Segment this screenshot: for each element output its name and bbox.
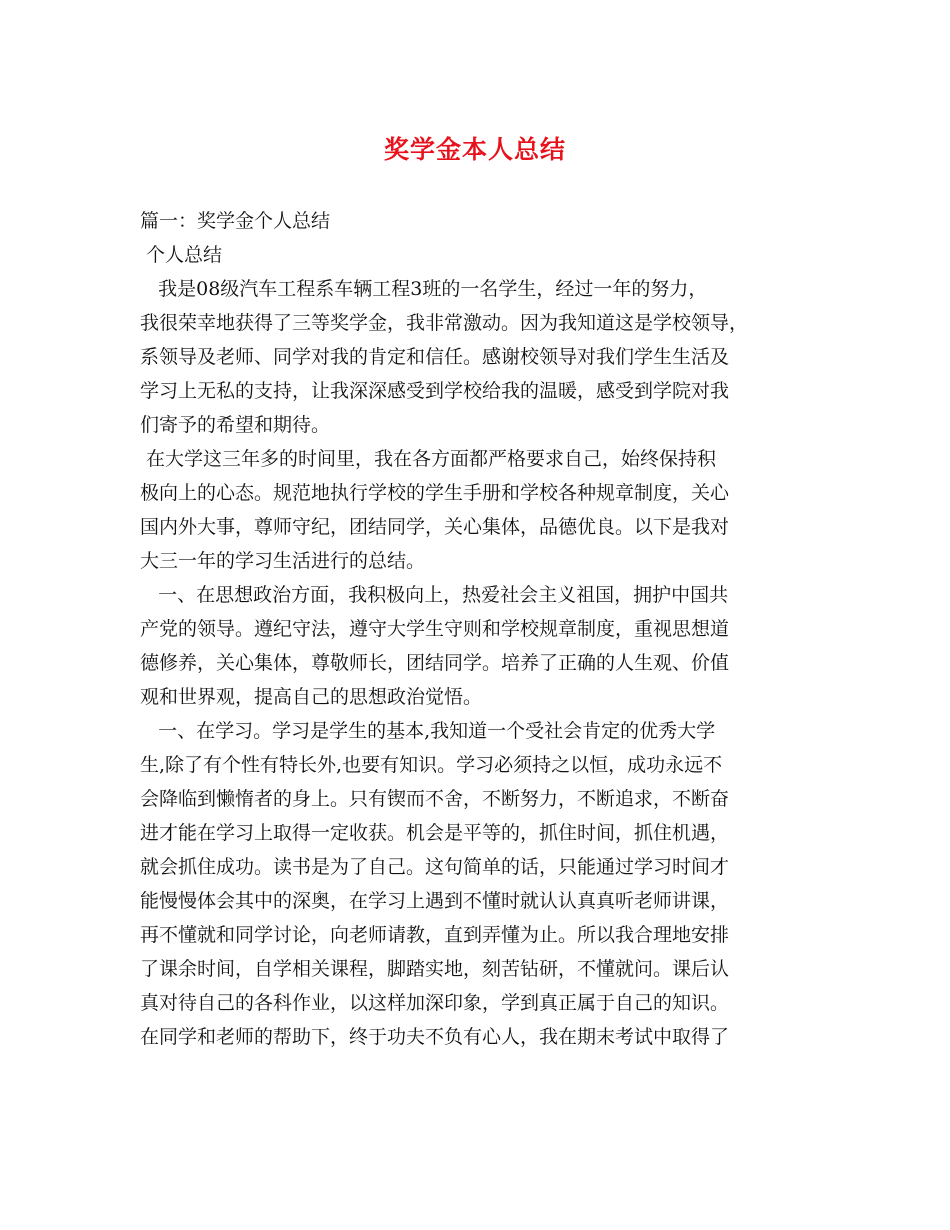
text-line: 真对待自己的各科作业，以这样加深印象，学到真正属于自己的知识。 xyxy=(140,992,730,1014)
text-line: 国内外大事，尊师守纪，团结同学，关心集体，品德优良。以下是我对 xyxy=(140,516,730,538)
text-line: 会降临到懒惰者的身上。只有锲而不舍，不断努力，不断追求，不断奋 xyxy=(140,788,730,810)
text-line: 个人总结 xyxy=(140,244,223,266)
text-line: 篇一：奖学金个人总结 xyxy=(140,210,331,232)
text-line: 了课余时间，自学相关课程，脚踏实地，刻苦钻研，不懂就问。课后认 xyxy=(140,958,730,980)
text-line: 极向上的心态。规范地执行学校的学生手册和学校各种规章制度，关心 xyxy=(140,482,730,504)
text-line: 再不懂就和同学讨论，向老师请教，直到弄懂为止。所以我合理地安排 xyxy=(140,924,730,946)
text-line: 一、在学习。学习是学生的基本,我知道一个受社会肯定的优秀大学 xyxy=(140,720,716,742)
text-line: 学习上无私的支持，让我深深感受到学校给我的温暖，感受到学院对我 xyxy=(140,380,730,402)
text-line: 一、在思想政治方面，我积极向上，热爱社会主义祖国，拥护中国共 xyxy=(140,584,729,606)
document-body xyxy=(140,204,830,1054)
text-line: 观和世界观，提高自己的思想政治觉悟。 xyxy=(140,686,483,708)
text-line: 生,除了有个性有特长外,也要有知识。学习必须持之以恒，成功永远不 xyxy=(140,754,723,776)
text-line: 进才能在学习上取得一定收获。机会是平等的，抓住时间，抓住机遇， xyxy=(140,822,730,844)
text-line: 我是08级汽车工程系车辆工程3班的一名学生，经过一年的努力， xyxy=(140,278,708,300)
text-line: 大三一年的学习生活进行的总结。 xyxy=(140,550,426,572)
text-line: 能慢慢体会其中的深奥，在学习上遇到不懂时就认认真真听老师讲课， xyxy=(140,890,730,912)
text-line: 产党的领导。遵纪守法，遵守大学生守则和学校规章制度，重视思想道 xyxy=(140,618,730,640)
text-line: 在大学这三年多的时间里，我在各方面都严格要求自己，始终保持积 xyxy=(140,448,717,470)
text-line: 们寄予的希望和期待。 xyxy=(140,414,331,436)
document-title: 奖学金本人总结 xyxy=(383,135,566,164)
text-line: 我很荣幸地获得了三等奖学金，我非常激动。因为我知道这是学校领导， xyxy=(140,312,749,334)
text-line: 系领导及老师、同学对我的肯定和信任。感谢校领导对我们学生生活及 xyxy=(140,346,730,368)
text-line: 德修养，关心集体，尊敬师长，团结同学。培养了正确的人生观、价值 xyxy=(140,652,730,674)
text-line: 在同学和老师的帮助下，终于功夫不负有心人，我在期末考试中取得了 xyxy=(140,1026,730,1048)
text-line: 就会抓住成功。读书是为了自己。这句简单的话，只能通过学习时间才 xyxy=(140,856,730,878)
